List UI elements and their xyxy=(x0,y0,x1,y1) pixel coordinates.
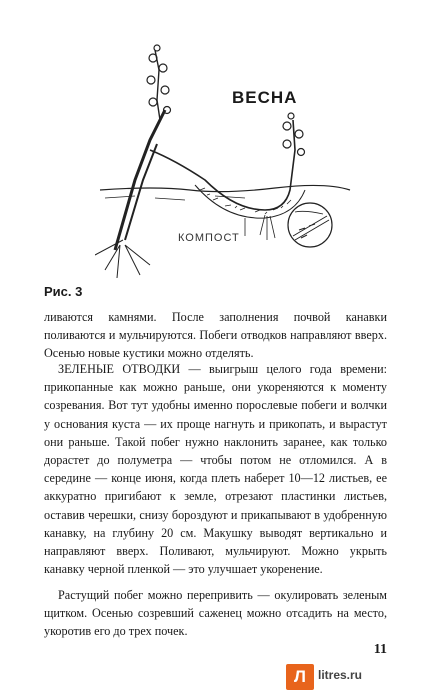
publisher-logo-icon[interactable] xyxy=(286,664,314,690)
paragraph-2: ЗЕЛЕНЫЕ ОТВОДКИ — выигрыш целого года времени: прикопанные как можно раньше, они укореняются к моменту созревания. Вот тут удобны именно порослевые побеги и волчки у основания куста — их проще нагнуть и прикопать, и вырастут они раньше. Такой побег нужно наклонить заранее, как только дорастет до полуметра — чтобы потом не отломился. А в середине — конце июня, когда плеть наберет 10—12 листьев, ее аккуратно пригибают к земле, отрезают пластинки листьев, оставив черешки, снизу бороздуют и прикапывают в удобренную канавку, на глубину 20 см. Макушку выводят вертикально и направляют вверх. Поливают, мульчируют. Можно укрыть канавку черной пленкой — это улучшает укоренение. xyxy=(44,362,387,577)
paragraph-1: ливаются камнями. После заполнения почвой канавки поливаются и мульчируются. Побеги отводков направляют вверх. Осенью новые кустики можно отделять. xyxy=(44,310,387,361)
page-number: 11 xyxy=(373,642,387,657)
paragraph-3: Растущий побег можно перепривить — окулировать зеленым щитком. Осенью созревший саженец можно отсадить на место, укоротив его до трех почек. xyxy=(44,588,387,639)
grapevine-layering-drawing xyxy=(95,40,355,280)
publisher-logo-letter: Л xyxy=(294,667,306,686)
figure-caption: Рис. 3 xyxy=(44,284,83,299)
season-label: ВЕСНА xyxy=(232,88,298,107)
layering-illustration xyxy=(95,40,355,280)
compost-label: КОМПОСТ xyxy=(178,232,240,244)
publisher-link[interactable]: litres.ru xyxy=(318,668,363,682)
